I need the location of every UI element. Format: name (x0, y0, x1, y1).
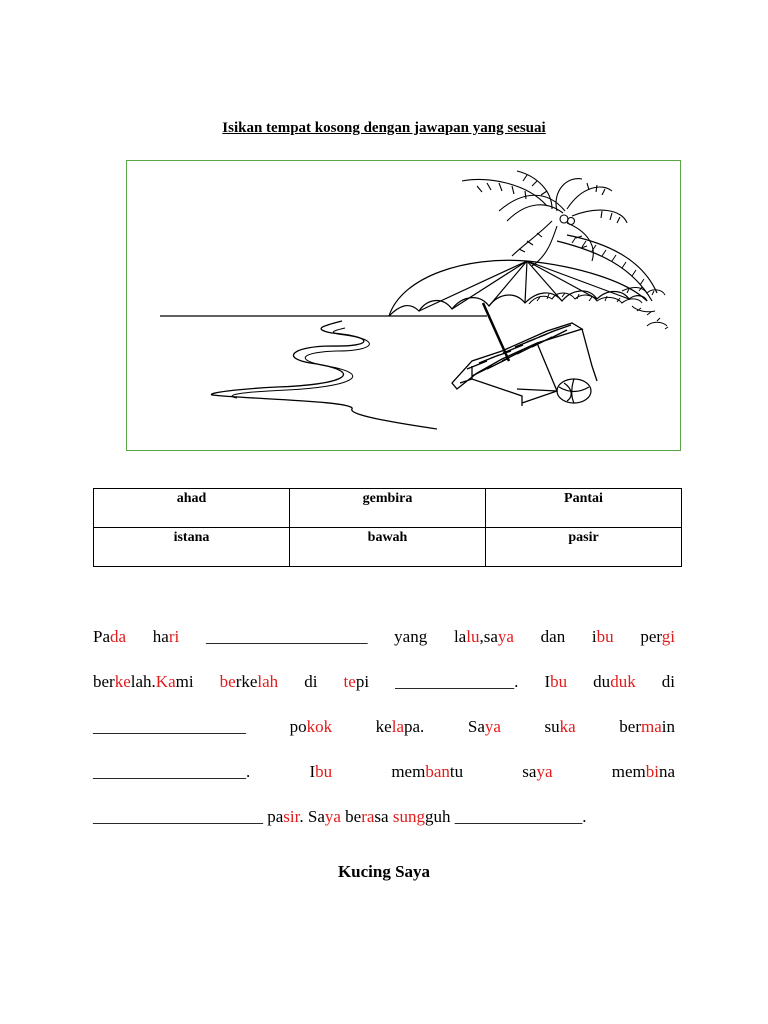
highlighted-syllable: ya (484, 717, 501, 736)
highlighted-syllable: duk (610, 672, 636, 691)
highlighted-syllable: la (391, 717, 405, 736)
passage-text: yang la (394, 627, 467, 646)
passage-text: dan (513, 627, 592, 646)
shoreline-inner (232, 328, 369, 398)
highlighted-syllable: ban (425, 762, 450, 781)
highlighted-syllable: ya (324, 807, 341, 826)
highlighted-syllable: ya (536, 762, 553, 781)
passage-text: __________________ po (93, 717, 307, 736)
highlighted-syllable: ka (559, 717, 576, 736)
highlighted-syllable: lu (466, 627, 480, 646)
passage-text: ber (575, 717, 641, 736)
passage-text: ____________________ pa (93, 807, 284, 826)
worksheet-title: Isikan tempat kosong dengan jawapan yang sesuai (222, 120, 546, 136)
table-cell: istana (94, 528, 290, 567)
passage-text: di (278, 672, 344, 691)
passage-text: mem (332, 762, 426, 781)
highlighted-syllable: bu (550, 672, 568, 691)
highlighted-syllable: ke (114, 672, 131, 691)
table-cell: gembira (290, 489, 486, 528)
highlighted-syllable: sung (392, 807, 425, 826)
highlighted-syllable: da (110, 627, 127, 646)
passage-text: . Sa (299, 807, 325, 826)
palm-fronds (462, 171, 627, 266)
highlighted-syllable: ra (361, 807, 375, 826)
passage-text: ,sa (479, 627, 498, 646)
passage-text: ___________________ (179, 627, 395, 646)
passage-text: tu sa (449, 762, 537, 781)
passage-text: mi (175, 672, 220, 691)
passage-line-4 (93, 762, 675, 782)
highlighted-syllable: be (219, 672, 236, 691)
highlighted-syllable: ri (168, 627, 180, 646)
passage-text: ha (126, 627, 169, 646)
passage-line-5 (93, 807, 675, 827)
highlighted-syllable: kok (306, 717, 333, 736)
table-cell: Pantai (486, 489, 682, 528)
highlighted-syllable: gi (661, 627, 676, 646)
passage-text: su (500, 717, 560, 736)
passage-text: i (591, 627, 597, 646)
beach-picture (126, 160, 681, 451)
passage-line-3 (93, 717, 675, 737)
table-cell: ahad (94, 489, 290, 528)
highlighted-syllable: bi (645, 762, 659, 781)
highlighted-syllable: bu (315, 762, 333, 781)
table-row (94, 528, 682, 567)
passage-text: mem (552, 762, 646, 781)
passage-text: in (661, 717, 676, 736)
highlighted-syllable: bu (596, 627, 614, 646)
highlighted-syllable: ya (497, 627, 514, 646)
passage-text: ber (93, 672, 115, 691)
table-row (94, 489, 682, 528)
passage-text: di (635, 672, 675, 691)
beach-chair (452, 323, 597, 406)
passage-text: per (613, 627, 662, 646)
section-heading: Kucing Saya (337, 862, 431, 881)
highlighted-syllable: ma (641, 717, 662, 736)
passage-text: pa. Sa (404, 717, 485, 736)
passage-text: ke (332, 717, 392, 736)
shoreline (211, 321, 437, 429)
passage-text: rke (235, 672, 258, 691)
highlighted-syllable: sir (283, 807, 300, 826)
passage-text: __________________. I (93, 762, 316, 781)
word-bank-table (93, 488, 682, 567)
passage-text: sa (374, 807, 393, 826)
beach-ball (557, 379, 591, 403)
passage-text: du (567, 672, 611, 691)
highlighted-syllable: lah (257, 672, 279, 691)
passage-text: guh _______________. (424, 807, 587, 826)
passage-text: be (340, 807, 362, 826)
passage-text: I (544, 672, 551, 691)
passage-line-1 (93, 627, 675, 647)
passage-text: Pa (93, 627, 110, 646)
passage-text: lah. (130, 672, 156, 691)
table-cell: bawah (290, 528, 486, 567)
passage-line-2 (93, 672, 675, 692)
passage-text: na (658, 762, 675, 781)
highlighted-syllable: te (343, 672, 356, 691)
table-cell: pasir (486, 528, 682, 567)
highlighted-syllable: Ka (155, 672, 176, 691)
passage-text: pi ______________. (355, 672, 545, 691)
